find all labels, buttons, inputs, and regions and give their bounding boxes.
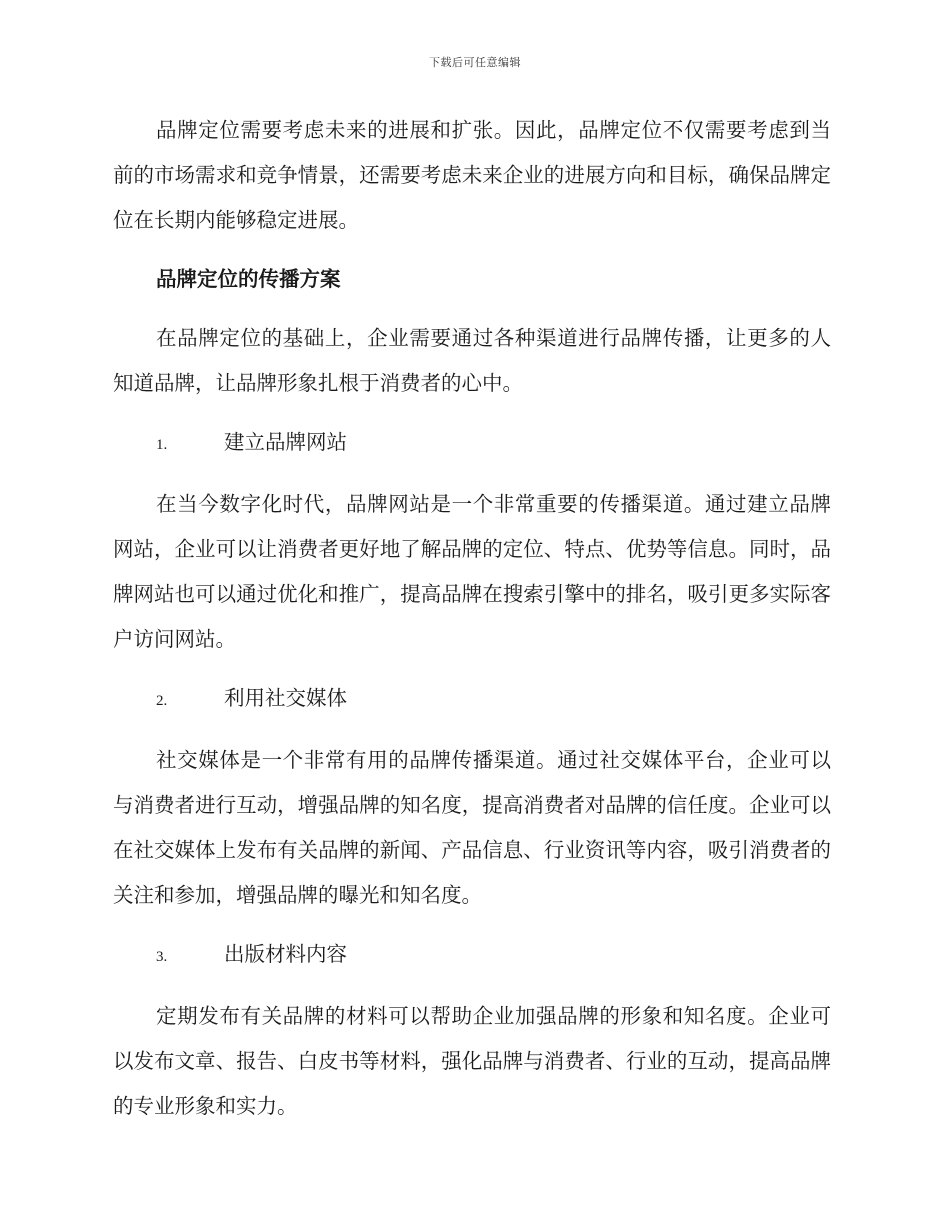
list-label: 建立品牌网站 xyxy=(224,430,347,454)
header-note: 下载后可任意编辑 xyxy=(429,56,521,69)
paragraph-brand-website: 在当今数字化时代，品牌网站是一个非常重要的传播渠道。通过建立品牌网站，企业可以让消费者更好地了解品牌的定位、特点、优势等信息。同时，品牌网站也可以通过优化和推广，提高品牌在搜索引擎中的排名，吸引更多实际客户访问网站。 xyxy=(113,492,831,651)
document-body xyxy=(113,108,831,1143)
list-number: 2. xyxy=(156,693,168,709)
paragraph-future-expansion: 品牌定位需要考虑未来的进展和扩张。因此，品牌定位不仅需要考虑到当前的市场需求和竞争情景，还需要考虑未来企业的进展方向和目标，确保品牌定位在长期内能够稳定进展。 xyxy=(113,118,831,232)
paragraph-communication-intro: 在品牌定位的基础上，企业需要通过各种渠道进行品牌传播，让更多的人知道品牌，让品牌形象扎根于消费者的心中。 xyxy=(113,326,831,395)
list-number: 1. xyxy=(156,437,168,453)
list-label: 利用社交媒体 xyxy=(224,686,347,710)
paragraph-social-media: 社交媒体是一个非常有用的品牌传播渠道。通过社交媒体平台，企业可以与消费者进行互动，增强品牌的知名度，提高消费者对品牌的信任度。企业可以在社交媒体上发布有关品牌的新闻、产品信息、行业资讯等内容，吸引消费者的关注和参加，增强品牌的曝光和知名度。 xyxy=(113,748,831,907)
list-number: 3. xyxy=(156,949,168,965)
list-item-social-media xyxy=(113,676,831,724)
list-item-brand-website xyxy=(113,420,831,468)
list-item-publish-materials xyxy=(113,932,831,980)
paragraph-publish-materials: 定期发布有关品牌的材料可以帮助企业加强品牌的形象和知名度。企业可以发布文章、报告、白皮书等材料，强化品牌与消费者、行业的互动，提高品牌的专业形象和实力。 xyxy=(113,1004,831,1118)
section-heading: 品牌定位的传播方案 xyxy=(156,267,341,291)
list-label: 出版材料内容 xyxy=(224,942,347,966)
